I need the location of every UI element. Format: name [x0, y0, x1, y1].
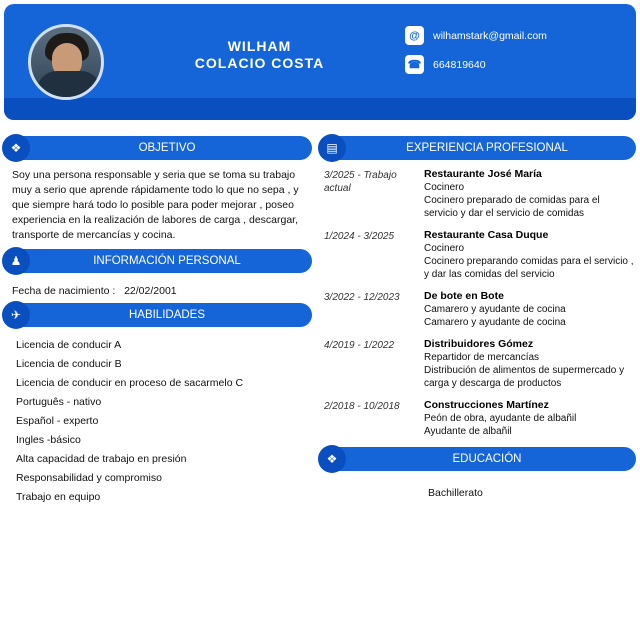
- section-header-skills: [4, 303, 312, 327]
- contact-email-value: wilhamstark@gmail.com: [433, 29, 547, 42]
- education-item: Bachillerato: [428, 487, 483, 499]
- experience-detail: [420, 168, 636, 220]
- section-title-objective: OBJETIVO: [138, 142, 196, 154]
- contact-phone-value: 664819640: [433, 58, 486, 71]
- experience-description: Distribución de alimentos de supermercado y carga y descarga de productos: [424, 365, 625, 389]
- list-item: Alta capacidad de trabajo en presión: [16, 452, 187, 465]
- birthdate-label: Fecha de nacimiento :: [12, 285, 116, 297]
- section-title-education: EDUCACIÓN: [452, 453, 522, 465]
- avatar-body: [37, 71, 101, 97]
- candidate-name: [104, 38, 405, 86]
- section-title-personal-info: INFORMACIÓN PERSONAL: [93, 255, 241, 267]
- objective-text: Soy una persona responsable y seria que se toma su trabajo muy a serio que aprende rápidamente todo lo que no sepa , y que siempre hará todo lo posible para poder mejorar , poseo experiencia en la realización de labores de carga , descargar, transporte de mercancías y cocina.: [12, 169, 299, 241]
- experience-role: Camarero y ayudante de cocina: [424, 304, 566, 315]
- contact-email: [405, 26, 620, 45]
- section-header-education: [320, 447, 636, 471]
- right-column: [320, 130, 636, 506]
- contact-list: [405, 26, 620, 98]
- resume-body: [0, 120, 640, 506]
- section-title-experience: EXPERIENCIA PROFESIONAL: [406, 142, 568, 154]
- section-title-skills: HABILIDADES: [128, 309, 206, 321]
- avatar: [28, 24, 104, 100]
- contact-phone: [405, 55, 620, 74]
- experience-detail: [420, 229, 636, 281]
- experience-item: [320, 290, 636, 329]
- phone-icon: ☎: [405, 55, 424, 74]
- list-item: Español - experto: [16, 414, 99, 427]
- list-item: Responsabilidad y compromiso: [16, 471, 162, 484]
- experience-company: Distribuidores Gómez: [424, 338, 534, 350]
- experience-item: [320, 229, 636, 281]
- experience-item: [320, 399, 636, 438]
- skills-list: [4, 335, 312, 506]
- experience-date: 3/2022 - 12/2023: [324, 292, 400, 303]
- graduation-icon: ❖: [318, 445, 346, 473]
- experience-detail: [420, 338, 636, 390]
- candidate-first-name: WILHAM: [227, 38, 292, 54]
- experience-role: Cocinero: [424, 182, 465, 193]
- experience-role: Peón de obra, ayudante de albañil: [424, 413, 577, 424]
- experience-date: 1/2024 - 3/2025: [324, 231, 395, 242]
- experience-role: Repartidor de mercancías: [424, 352, 540, 363]
- list-item: Licencia de conducir A: [16, 338, 122, 351]
- experience-company: Restaurante Casa Duque: [424, 229, 549, 241]
- experience-description: Cocinero preparado de comidas para el servicio y dar el servicio de comidas: [424, 195, 600, 219]
- personal-info-row: [4, 281, 312, 297]
- experience-role: Cocinero: [424, 243, 465, 254]
- experience-company: Construcciones Martínez: [424, 399, 549, 411]
- person-icon: ♟: [2, 247, 30, 275]
- briefcase-icon: ▤: [318, 134, 346, 162]
- section-header-experience: [320, 136, 636, 160]
- list-item: Licencia de conducir B: [16, 357, 122, 370]
- experience-company: Restaurante José María: [424, 168, 542, 180]
- resume-header: [4, 4, 636, 120]
- experience-description: Cocinero preparando comidas para el servicio , y dar las comidas del servicio: [424, 256, 634, 280]
- list-item: Português - nativo: [16, 395, 102, 408]
- experience-date: 4/2019 - 1/2022: [324, 340, 395, 351]
- email-icon: @: [405, 26, 424, 45]
- experience-description: Ayudante de albañil: [424, 426, 512, 437]
- experience-date: 2/2018 - 10/2018: [324, 401, 400, 412]
- experience-description: Camarero y ayudante de cocina: [424, 317, 566, 328]
- avatar-photo: [31, 27, 101, 97]
- list-item: Ingles -básico: [16, 433, 81, 446]
- experience-date: 3/2025 - Trabajo actual: [324, 170, 397, 194]
- experience-item: [320, 168, 636, 220]
- objective-icon: ❖: [2, 134, 30, 162]
- experience-item: [320, 338, 636, 390]
- experience-detail: [420, 290, 636, 329]
- list-item: Licencia de conducir en proceso de sacarmelo C: [16, 376, 244, 389]
- experience-detail: [420, 399, 636, 438]
- rocket-icon: ✈: [2, 301, 30, 329]
- birthdate-value: 22/02/2001: [124, 285, 177, 297]
- list-item: Trabajo en equipo: [16, 490, 101, 503]
- experience-company: De bote en Bote: [424, 290, 504, 302]
- candidate-last-name: COLACIO COSTA: [194, 55, 325, 71]
- section-header-objective: [4, 136, 312, 160]
- left-column: [4, 130, 320, 506]
- header-decoration-band: [4, 98, 636, 120]
- section-header-personal-info: [4, 249, 312, 273]
